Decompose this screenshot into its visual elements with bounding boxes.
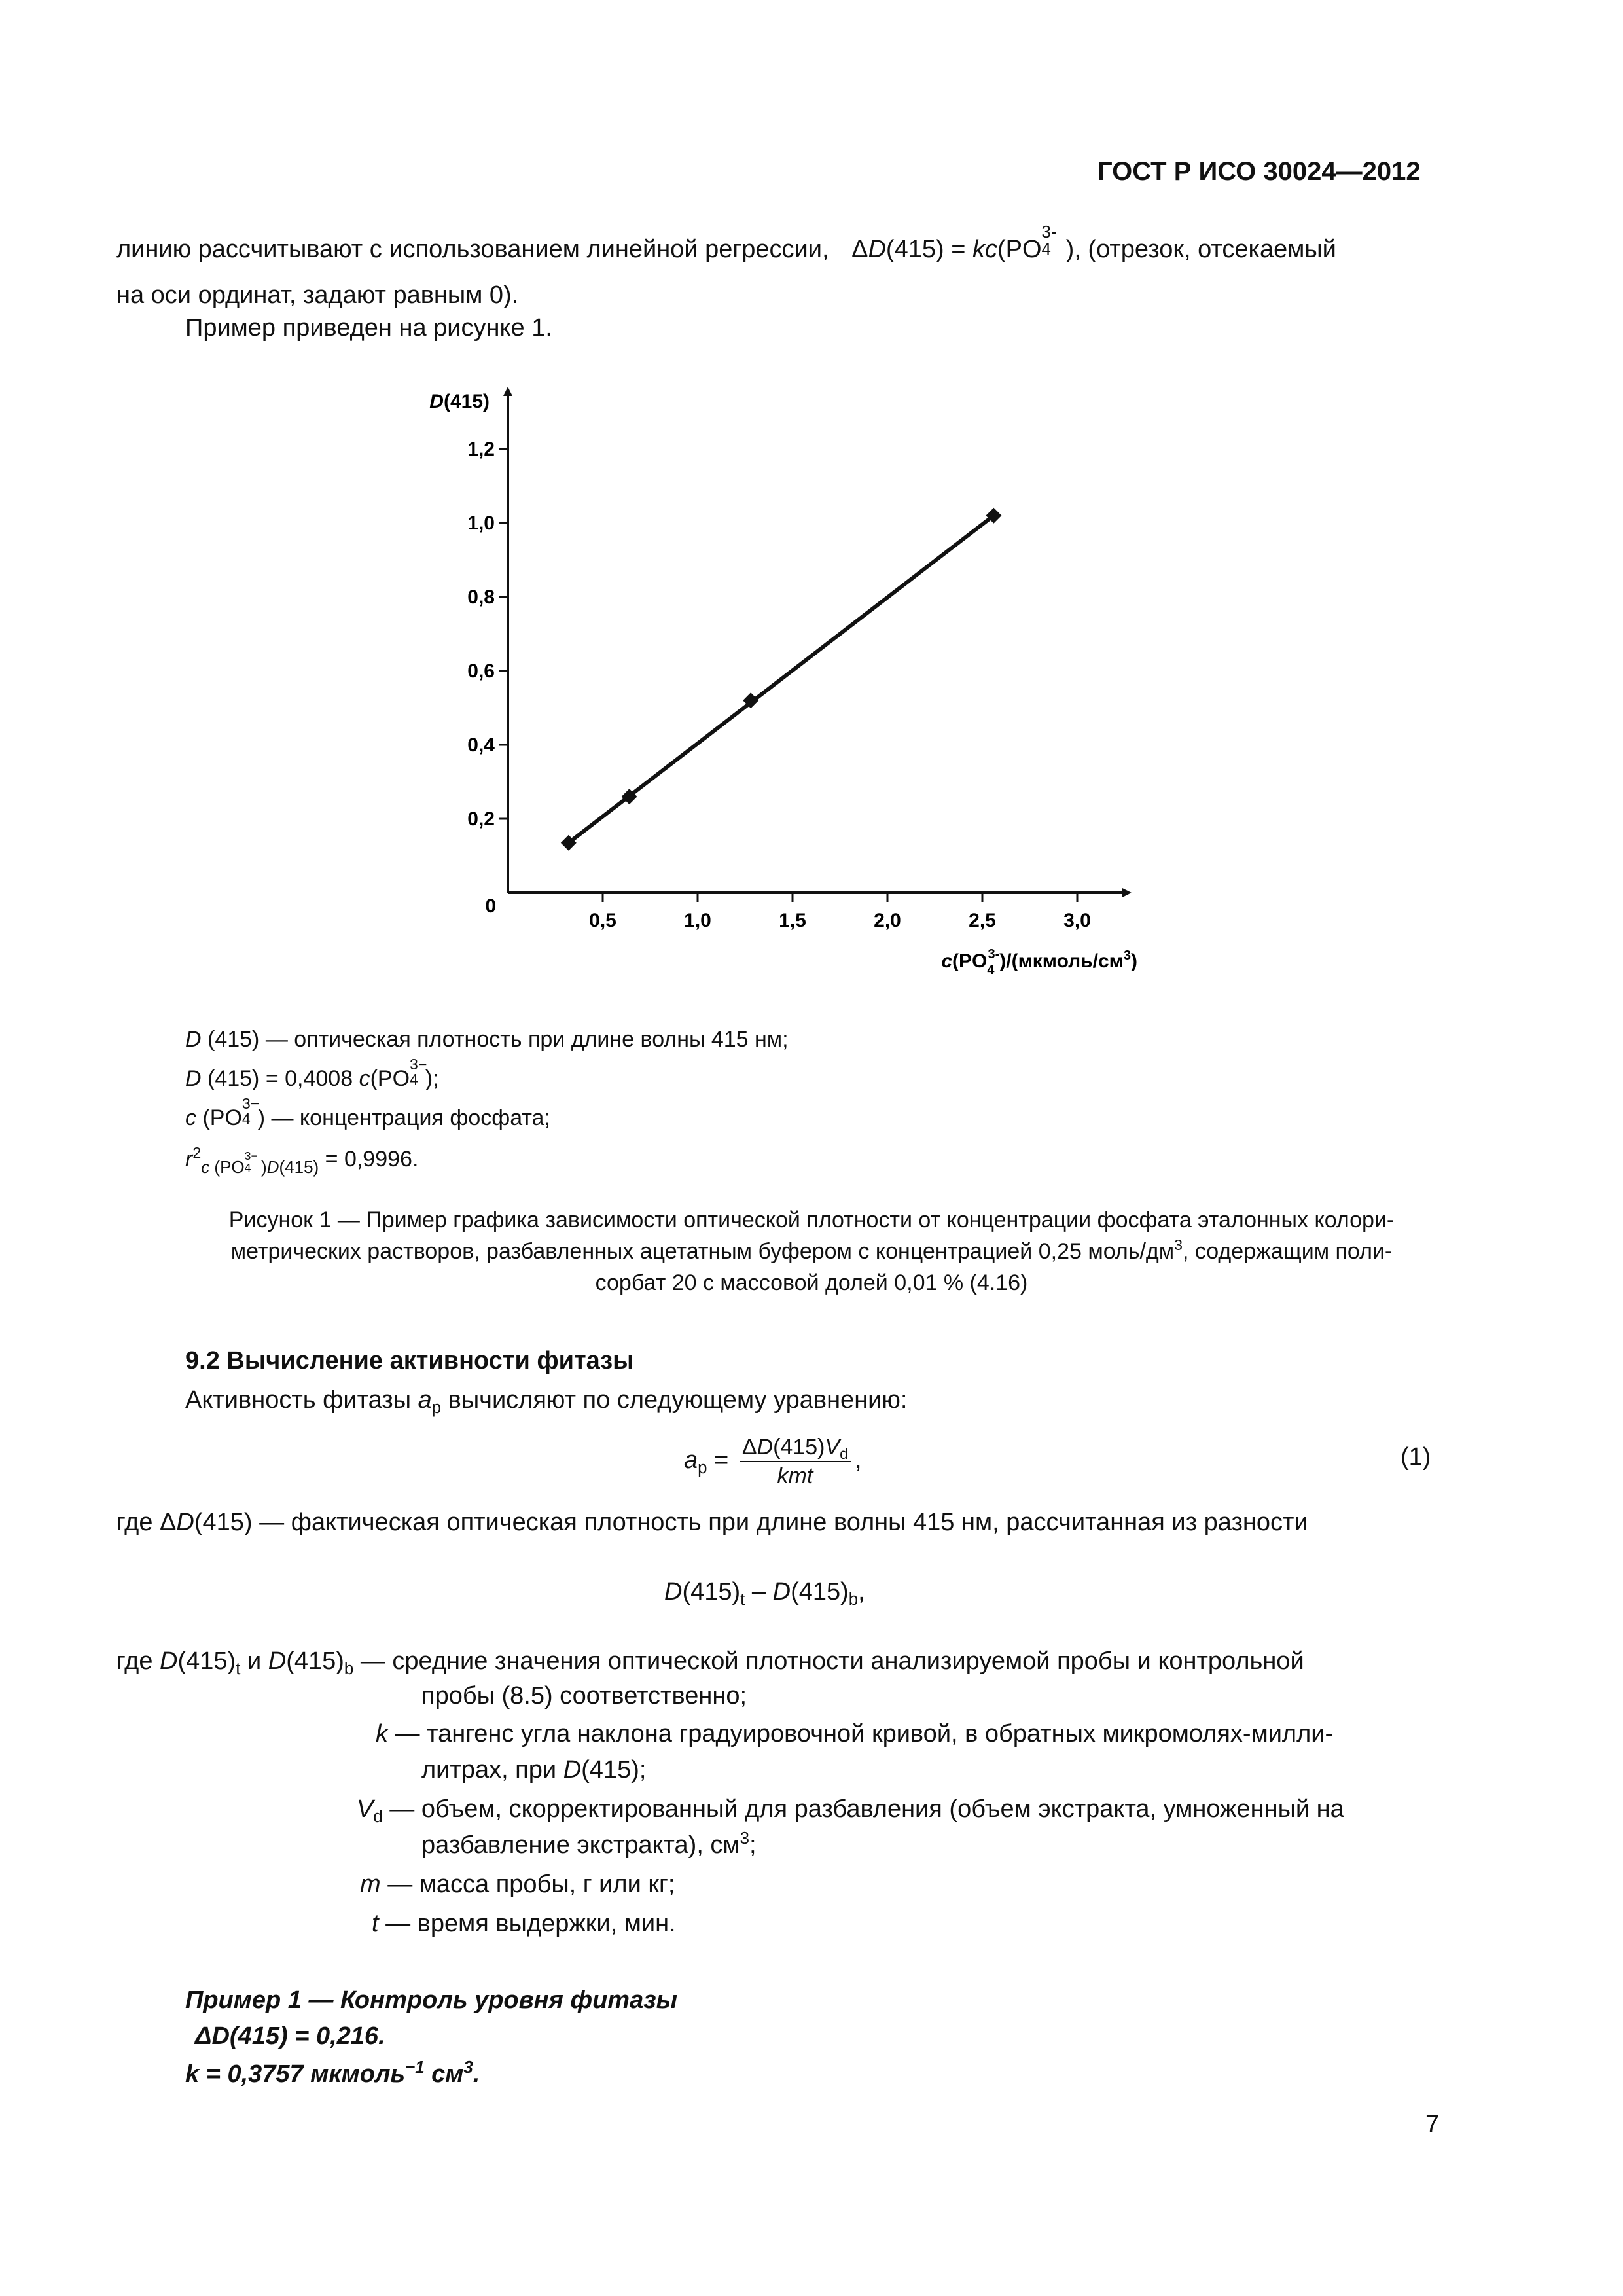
legend-line-3 (185, 1094, 550, 1133)
legend-sub-sup: 3− (244, 1149, 258, 1163)
y-tick-label: 0,6 (467, 660, 495, 682)
eq-equals: = (707, 1446, 736, 1475)
legend-sup: 3− (410, 1055, 427, 1073)
origin-label: 0 (485, 895, 496, 917)
diff-comma: , (858, 1578, 865, 1605)
legend-sub-po: (PO (209, 1157, 245, 1177)
legend-close: ); (425, 1066, 439, 1091)
intro-line-2: на оси ординат, задают равным 0). (116, 281, 519, 309)
legend-sup: 3− (241, 1094, 260, 1112)
where-1-pre: где (116, 1509, 160, 1536)
caption-line-2 (118, 1236, 1505, 1267)
legend-sub-d: D (266, 1157, 279, 1177)
eq-a: a (684, 1446, 698, 1475)
where-line-2-cont: пробы (8.5) соответственно; (421, 1682, 747, 1710)
caption-line-2-post: , содержащим поли- (1182, 1239, 1393, 1264)
x-ticks (589, 893, 1091, 931)
diff-d2: D (772, 1578, 791, 1605)
def-m-symbol: m (360, 1871, 381, 1898)
intro-line-3: Пример приведен на рисунке 1. (185, 314, 552, 342)
example-line-2-pre: k = 0,3757 мкмоль (185, 2060, 406, 2088)
legend-stack (241, 1094, 260, 1127)
section-intro-post: вычисляют по следующему уравнению: (441, 1386, 908, 1414)
diff-415b: (415) (791, 1578, 849, 1605)
intro-line-1-text: линию рассчитывают с использованием линейной регрессии, (116, 236, 829, 263)
page-number: 7 (1425, 2111, 1440, 2138)
where-1-d: D (176, 1509, 194, 1536)
section-heading: 9.2 Вычисление активности фитазы (185, 1347, 634, 1374)
legend-sub: 4 (241, 1109, 251, 1127)
where-2-pre: где (116, 1647, 160, 1675)
def-k-cont-d: D (563, 1756, 582, 1784)
y-tick-label: 0,4 (467, 734, 495, 756)
section-intro-a: a (418, 1386, 432, 1414)
legend-sub-415: (415) (279, 1157, 319, 1177)
formula-po: (PO (997, 236, 1042, 263)
legend-d: D (185, 1027, 202, 1052)
eq-denominator: kmt (777, 1463, 813, 1488)
x-tick-label: 1,0 (684, 910, 711, 931)
y-tick-label: 1,2 (467, 439, 495, 460)
legend-l2-text: (415) = 0,4008 (201, 1066, 359, 1091)
def-k-cont-post: (415); (581, 1756, 647, 1784)
eq-comma: , (855, 1446, 862, 1475)
example-title: Пример 1 — Контроль уровня фитазы (185, 1986, 678, 2014)
def-v-cont-post: ; (749, 1831, 757, 1859)
where-2-415a: (415) (177, 1647, 236, 1675)
example-line-1: ΔD(415) = 0,216. (195, 2022, 385, 2050)
y-ticks (467, 439, 508, 830)
def-v-text: — объем, скорректированный для разбавления (объем экстракта, умноженный на (382, 1795, 1344, 1823)
caption-line-3: сорбат 20 с массовой долей 0,01 % (4.16) (595, 1270, 1028, 1295)
example-line-2 (185, 2057, 480, 2091)
y-tick-label: 1,0 (467, 512, 495, 534)
legend-d: D (185, 1066, 202, 1091)
x-tick-label: 2,0 (874, 910, 901, 931)
formula-sub: 4 (1041, 240, 1051, 259)
document-header: ГОСТ Р ИСО 30024—2012 (1097, 157, 1421, 186)
diff-minus: – (745, 1578, 773, 1605)
def-v-symbol: V (357, 1795, 374, 1823)
example-line-2-sup2: 3 (463, 2058, 473, 2077)
def-k-cont-pre: литрах, при (421, 1756, 563, 1784)
where-2-d2: D (268, 1647, 287, 1675)
where-1-text: (415) — фактическая оптическая плотность при длине волны 415 нм, рассчитанная из разности (194, 1509, 1308, 1536)
diff-d1: D (664, 1578, 683, 1605)
legend-sub-c: c (201, 1157, 210, 1177)
legend-r-value: = 0,9996. (319, 1147, 419, 1172)
legend-sub: 4 (410, 1070, 418, 1088)
legend-line-1 (185, 1024, 789, 1054)
figure-caption (118, 1204, 1505, 1299)
y-tick-label: 0,2 (467, 808, 495, 830)
eq-numerator (740, 1433, 851, 1462)
diff-b: b (848, 1590, 859, 1609)
example-line-2-mid: см (424, 2060, 464, 2088)
where-line-2 (116, 1644, 1304, 1678)
section-intro-pre: Активность фитазы (185, 1386, 418, 1414)
def-v-cont-sup: 3 (740, 1829, 749, 1848)
where-2-and: и (240, 1647, 268, 1675)
difference-expression (664, 1575, 865, 1609)
where-2-t: t (236, 1659, 241, 1678)
where-2-text: — средние значения оптической плотности анализируемой пробы и контрольной (353, 1647, 1304, 1675)
calibration-chart (0, 0, 1623, 1021)
def-t (372, 1907, 676, 1941)
formula-kc: kc (972, 236, 997, 263)
where-2-415b: (415) (286, 1647, 344, 1675)
section-intro (185, 1383, 907, 1417)
x-axis-label: $c(PO_43-)/(мкмоль/см^3)$ (941, 947, 1137, 977)
eq-d: D (757, 1435, 774, 1460)
formula-sup: 3- (1041, 223, 1057, 242)
x-tick-label: 2,5 (969, 910, 996, 931)
example-line-2-sup1: −1 (405, 2058, 425, 2077)
caption-line-2-sup: 3 (1174, 1236, 1183, 1254)
eq-v: V (825, 1435, 840, 1460)
legend-sub-sub: 4 (244, 1160, 251, 1174)
eq-415: (415) (773, 1435, 825, 1460)
formula-mid: (415) = (885, 236, 972, 263)
def-k-text: — тангенс угла наклона градуировочной кривой, в обратных микромолях-милли- (388, 1720, 1334, 1748)
where-2-b: b (344, 1659, 354, 1678)
y-tick-label: 0,8 (467, 586, 495, 608)
def-vd-cont (421, 1828, 757, 1862)
legend-r-sup: 2 (192, 1144, 202, 1162)
def-m-text: — масса пробы, г или кг; (380, 1871, 675, 1898)
legend-r: r (185, 1147, 193, 1172)
legend-c: c (185, 1105, 196, 1130)
legend-line-4 (185, 1144, 418, 1175)
legend-po: (PO (370, 1066, 410, 1091)
section-intro-sub: p (431, 1398, 442, 1417)
legend-sub-stack (244, 1149, 258, 1174)
delta-symbol: Δ (851, 236, 868, 263)
legend-l1-text: (415) — оптическая плотность при длине волны 415 нм; (201, 1027, 789, 1052)
legend-l3-text: ) — концентрация фосфата; (257, 1105, 550, 1130)
x-tick-label: 0,5 (589, 910, 616, 931)
diff-t: t (740, 1590, 745, 1609)
def-k (376, 1717, 1333, 1751)
legend-r-subscript (201, 1149, 319, 1177)
def-v-cont-pre: разбавление экстракта), см (421, 1831, 740, 1859)
legend-po: (PO (196, 1105, 242, 1130)
example-line-2-post: . (473, 2060, 480, 2088)
def-k-cont (421, 1753, 646, 1787)
intro-line-1-post: ), (отрезок, отсекаемый (1059, 236, 1336, 263)
eq-delta: Δ (741, 1435, 757, 1460)
y-axis-label: D(415) (429, 391, 490, 412)
caption-line-1: Рисунок 1 — Пример графика зависимости оптической плотности от концентрации фосфата эталонных колори- (228, 1208, 1395, 1232)
eq-fraction (740, 1433, 851, 1490)
formula-d: D (868, 236, 886, 263)
x-tick-label: 1,5 (779, 910, 806, 931)
legend-c: c (359, 1066, 370, 1091)
where-2-d1: D (160, 1647, 178, 1675)
caption-line-2-pre: метрических растворов, разбавленных ацетатным буфером с концентрацией 0,25 моль/дм (230, 1239, 1175, 1264)
where-1-delta: Δ (160, 1509, 177, 1536)
eq-a-sub: p (698, 1458, 707, 1477)
def-vd (357, 1792, 1344, 1826)
def-t-symbol: t (372, 1910, 379, 1937)
equation-1 (684, 1433, 862, 1490)
def-k-symbol: k (376, 1720, 388, 1748)
def-m (360, 1867, 675, 1901)
legend-stack (410, 1055, 427, 1088)
equation-number: (1) (1400, 1443, 1431, 1471)
def-v-sub: d (373, 1807, 383, 1826)
def-t-text: — время выдержки, мин. (378, 1910, 676, 1937)
legend-line-2 (185, 1055, 439, 1094)
legend-sub-close: ) (256, 1157, 267, 1177)
eq-v-sub: d (840, 1444, 849, 1462)
diff-415a: (415) (682, 1578, 741, 1605)
x-tick-label: 3,0 (1063, 910, 1091, 931)
where-line-1 (116, 1505, 1308, 1539)
